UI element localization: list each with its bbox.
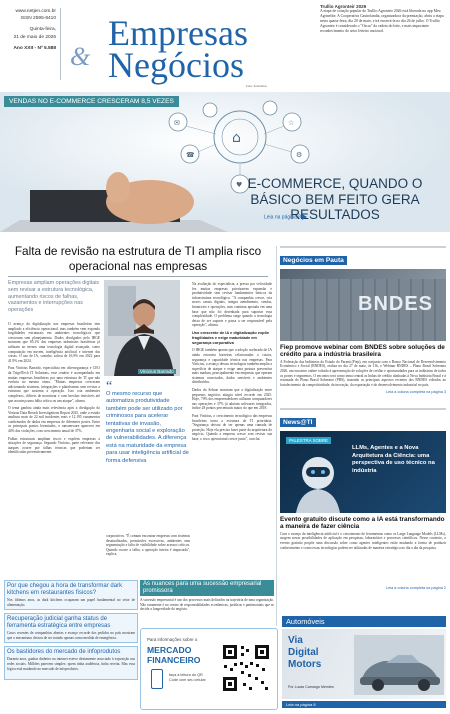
box-infoprodutos-text: Durante anos, ganhar dinheiro na internet esteve diretamente associado à exposição nas redes sociais. Milhões parecem simples: quem tinha audiência, tinha receita. Mas essa lógica está mudando no mercado de infoprodutos.	[7, 657, 135, 671]
pauta-body: A Federação das Indústrias do Estado do Paraná (Fiep), em conjunto com o Banco Nacional de Desenvolvimento Econômico e Social (BNDES), realiza no dia 27 de maio, às 11h, o Webinar BNDES – Plano Brasil Soberano 2026, um encontro online voltado à apresentação de soluções de crédito e oportunidades para as indústrias de todos os portes e segmentos. O encontro terá como tema central as linhas de crédito alinhadas à Nova Indústria Brasil e à retomada do Plano Brasil Soberano (PBS), trazendo os principais aspectos recentes dos BNDES voltados ao fortalecimento da competitividade, da inovação, da exportação e do desenvolvimento industrial no país.	[280, 359, 446, 387]
edition-number: Ano XXII - Nº 5.588	[13, 45, 56, 51]
news-rule	[280, 408, 446, 411]
issue-date: 21 de maio de 2026	[13, 34, 56, 40]
news-body: Com o avanço da inteligência artificial e o crescimento de ferramentas como os Large Language Models (LLMs), surgem novas possibilidades de aplicação em pesquisas, laboratórios e processos científicos. Nesse contexto, o evento gratuito propõe uma discussão sobre como agentes inteligentes estão mudando a forma de produzir conhecimento e como essas tecnologias podem ser utilizadas de maneira estratégica no dia a dia da pesquisa.	[280, 531, 446, 550]
col3-p2: O IBGE também aponta que a adoção acelerada de IA ainda encontra barreiras relacionadas a custos, segurança e capacidade técnica nas empresas. Para Vinícius, o avanço dessas tecnologias também amplia a superfície de ataque e exige uma postura preventiva mais madura, principalmente em empresas que operam sistemas conectados, dados sensíveis e ambientes distribuídos.	[192, 348, 272, 385]
pauta-more-link[interactable]: Leia a coluna completa na página 3	[386, 389, 446, 394]
col1	[8, 322, 100, 455]
hero-page-ref-text[interactable]: Leia na página 8	[264, 214, 301, 221]
col3-p1: Na avaliação do especialista, a pressa por velocidade fez muitas empresas priorizarem expansão e produtividade sem revisar fundamentos básicos da infraestrutura tecnológica. "A companhia cresce, cria novos canais digitais, integra atendimento, vendas, financeiro e operações, mas continua apoiada em uma base que não foi desenhada para suportar essa complexidade. O problema surge quando a tecnologia deixa de ser suporte e passa a ser responsável pela operação", afirma.	[192, 282, 272, 328]
hero-kicker: VENDAS NO E-COMMERCE CRESCERAM 8,5 VEZES	[4, 96, 179, 107]
article-photo	[104, 280, 180, 376]
col1-p2: Para Vinícius Barrado, especialista em cibersegurança e CEO da TrigelTech IT Solutions, esse cenário é acompanhado em muitas empresas brasileiras por uma estrutura de TI que não evoluiu no mesmo ritmo. "Muitas empresas cresceram adicionando sistemas, integrações e plataformas sem revisar a estrutura que sustenta a operação. Isso cria ambientes complexos, difíceis de monitorar e com brechas invisíveis até que aconteça uma falha crítica ou um ataque", afirma.	[8, 366, 100, 403]
hero-banner[interactable]	[0, 92, 450, 232]
hero-page-ref[interactable]	[264, 214, 307, 220]
arrow-right-icon	[302, 214, 307, 220]
box-sucessao[interactable]	[140, 580, 274, 624]
automoveis-panel[interactable]	[282, 616, 446, 712]
svg-text:☆: ☆	[288, 119, 295, 127]
box-infoprodutos-title: Os bastidores do mercado de infoprodutos	[7, 649, 121, 656]
automoveis-image	[282, 629, 446, 699]
col2-p1: corporativos. "É comum encontrar empresas com sistemas desatualizados, permissões excessivas, ambientes sem segmentação e falta de visibilidade sobre acessos críticos. Quando ocorre a falha, a operação inteira é impactada", explica.	[106, 534, 190, 557]
svg-text:♥: ♥	[236, 181, 243, 189]
mercado-lead: Para informações sobre o	[147, 637, 198, 642]
news-headline[interactable]: Evento gratuito discute como a IA está transformando a maneira de fazer ciência	[280, 516, 445, 531]
automoveis-author: Por Lucas Camargo Mendes	[288, 685, 334, 689]
automoveis-title-1: Via	[288, 635, 303, 646]
masthead-divider	[60, 8, 61, 80]
brief-title: Trullio Agronteir 2029	[320, 4, 367, 9]
box-recuperacao-text: Casos recentes de companhias abertas e avanço recorde dos pedidos no país mostram que o mecanismo deixou de ser tratado apenas como medida de emergência.	[7, 631, 135, 640]
box-sucessao-title: As nuances para uma sucessão empresarial promissora	[140, 580, 274, 596]
col3-subhead: Uso crescente de IA e digitalização expõe fragilidades e exige maturidade em segurança corporativa	[192, 329, 270, 345]
logo-word-negocios: Negócios	[108, 45, 244, 85]
automoveis-title-2: Digital	[288, 647, 319, 658]
pull-quote-text: O mesmo recurso que automatiza produtividade também pode ser utilizado por criminosos para acelerar tentativas de invasão, engenharia social e exploração de vulnerabilidades. A diferença está na maturidade da empresa para usar inteligência artificial de forma defensiva	[106, 391, 189, 464]
mercado-hint: faça a leitura do QR Code com seu celular	[169, 673, 206, 682]
col1-p4: Falhas estruturais ampliam riscos e expõem empresas a situações de segurança. Segundo Vinícius, parte relevante dos ataques ocorre por falhas técnicas que poderiam ser identificadas preventivamente.	[8, 436, 100, 455]
col2-tail	[106, 534, 190, 557]
logo-word-empresas: Empresas	[108, 13, 248, 53]
mercado-box[interactable]	[140, 628, 278, 710]
mercado-title: MERCADO FINANCEIRO	[147, 645, 201, 665]
svg-text:⚙: ⚙	[296, 151, 303, 159]
col1-p1: O avanço da digitalização nas empresas brasileiras tem ampliado a eficiência operacional, mas também vem expondo fragilidades estruturais em ambientes tecnológicos que cresceram sem planejamento. Dados divulgados pelo IBGE mostram que 85,1% das empresas industriais brasileiras já utilizam ao menos uma tecnologia digital avançada, como computação em nuvem, inteligência artificial e internet das coisas. O uso de IA, sozinho, saltou de 16,9% em 2022 para 41,9% em 2024.	[8, 322, 100, 363]
masthead-info	[6, 8, 56, 52]
brief-text: A etapa de votação popular do Trullio Agronteir 2026 está liberada no app Meu Agrinelite. A Cooperativa Gastrolandia, organizadora da premiação, abriu a etapa nesta quarta-feira, dia 20 de maio, e irá encerrá-la no dia 26 de julho. O Trullio Agronteir é considerado o "Oscar" da cadeia do leite, e mais importante reconhecimento do setor leiteiro nacional.	[320, 9, 444, 33]
automoveis-header: Automóveis	[282, 616, 446, 627]
box-recuperacao-title: Recuperação judicial ganha status de ferramenta estratégica entre empresas	[7, 616, 111, 630]
pauta-image	[280, 269, 446, 341]
col3	[192, 282, 272, 582]
weekday: Quinta-feira,	[29, 27, 56, 33]
sidebar-pauta	[280, 246, 446, 398]
pauta-header: Negócios em Pauta	[280, 256, 347, 265]
pauta-headline[interactable]: Fiep promove webinar com BNDES sobre soluções de crédito para a indústria brasileira	[280, 344, 445, 359]
portrait-illustration	[104, 280, 180, 376]
newspaper-logo	[70, 14, 310, 84]
photo-caption: Vinícius Barrado	[140, 369, 174, 374]
svg-text:⌂: ⌂	[232, 130, 241, 146]
pauta-image-text: BNDES	[358, 293, 434, 315]
box-recuperacao[interactable]	[4, 613, 138, 643]
box-dark-kitchens[interactable]	[4, 580, 138, 610]
photo-credit: Foto: Ilustrativa	[246, 84, 267, 88]
brief-box	[320, 4, 444, 92]
col1-p3: O tema ganhou ainda mais relevância após a divulgação do Verizon Data Breach Investigations Report 2025, onde o estudo analisou mais de 22 mil incidentes reais e 12.195 vazamentos confirmados de dados em empresas de diferentes portes. Entre os principais pontos levantados, o ransomware apareceu em 44% das violações, com crescimento anual de 37%.	[8, 406, 100, 434]
site-url[interactable]: www.netjen.com.br	[15, 9, 56, 14]
col3-p3: Dados do Sebrae mostram que a digitalização entre pequenos negócios atingiu nível recorde em 2025. Hoje, 70% dos empreendedores utilizam computadores nas operações e 37% já adotam softwares integrados, índice 28 pontos percentuais maior do que em 2018.	[192, 388, 272, 411]
article-deck: Empresas ampliam operações digitais sem revisar a estrutura tecnológica, aumentando riscos de falhas, vazamentos e interrupções nas operações	[8, 280, 100, 314]
pauta-rule	[280, 246, 446, 249]
automoveis-more-link[interactable]	[282, 701, 446, 708]
pull-quote	[106, 379, 190, 465]
column-divider	[276, 246, 277, 626]
news-image-title: LLMs, Agentes e a Nova Arquitetura da Ciência: uma perspectiva de uso técnico na indústria	[352, 445, 435, 474]
issn: ISSN 2595-8410	[20, 16, 56, 22]
bottom-left-stack	[4, 580, 138, 680]
hero-headline[interactable]: E-COMMERCE, QUANDO O BÁSICO BEM FEITO GERA RESULTADOS	[247, 176, 423, 222]
svg-text:☎: ☎	[186, 151, 195, 159]
box-dark-kitchens-text: Nos últimos anos, as dark kitchens ocuparam um papel fundamental no setor de alimentação.	[7, 598, 135, 607]
news-image	[280, 431, 446, 513]
automoveis-title-3: Motors	[288, 659, 322, 670]
news-more-link[interactable]: Leia a coluna completa na página 2	[386, 585, 446, 590]
svg-text:✉: ✉	[174, 119, 180, 127]
news-robot-illustration	[284, 443, 354, 513]
quote-mark-icon: “	[106, 379, 113, 394]
headline-rule	[8, 276, 268, 277]
sidebar-news	[280, 408, 446, 608]
logo-ampersand: &	[70, 42, 91, 71]
news-header: News@TI	[280, 418, 316, 427]
col3-p4: Para Vinícius, o crescimento tecnológico das empresas brasileiras torna a estrutura de TI prioritária. "Segurança deixou de ser apenas uma camada de proteção. Hoje ela precisa fazer parte da arquitetura do negócio. Quando a empresa cresce sem revisar sua base, o risco operacional cresce junto", conclui.	[192, 414, 272, 442]
car-illustration	[354, 635, 444, 695]
news-image-tag: PALESTRA SOBRE	[286, 437, 331, 444]
main-headline[interactable]: Falta de revisão na estrutura de TI amplia risco operacional nas empresas	[14, 244, 262, 273]
box-sucessao-text: A sucessão empresarial é um dos processos mais delicados na trajetória de uma organização. Não raramente é no centro de responsabilidades econômicas, jurídicas e patrimoniais que se decide a longevidade do negócio.	[140, 598, 274, 612]
automoveis-more-text[interactable]: Leia na página 8	[286, 702, 316, 707]
box-dark-kitchens-title: Por que chegou a hora de transformar dark kitchens em restaurantes físicos?	[7, 583, 123, 596]
phone-icon	[151, 669, 163, 689]
qr-code[interactable]	[221, 643, 271, 693]
box-infoprodutos[interactable]	[4, 646, 138, 680]
